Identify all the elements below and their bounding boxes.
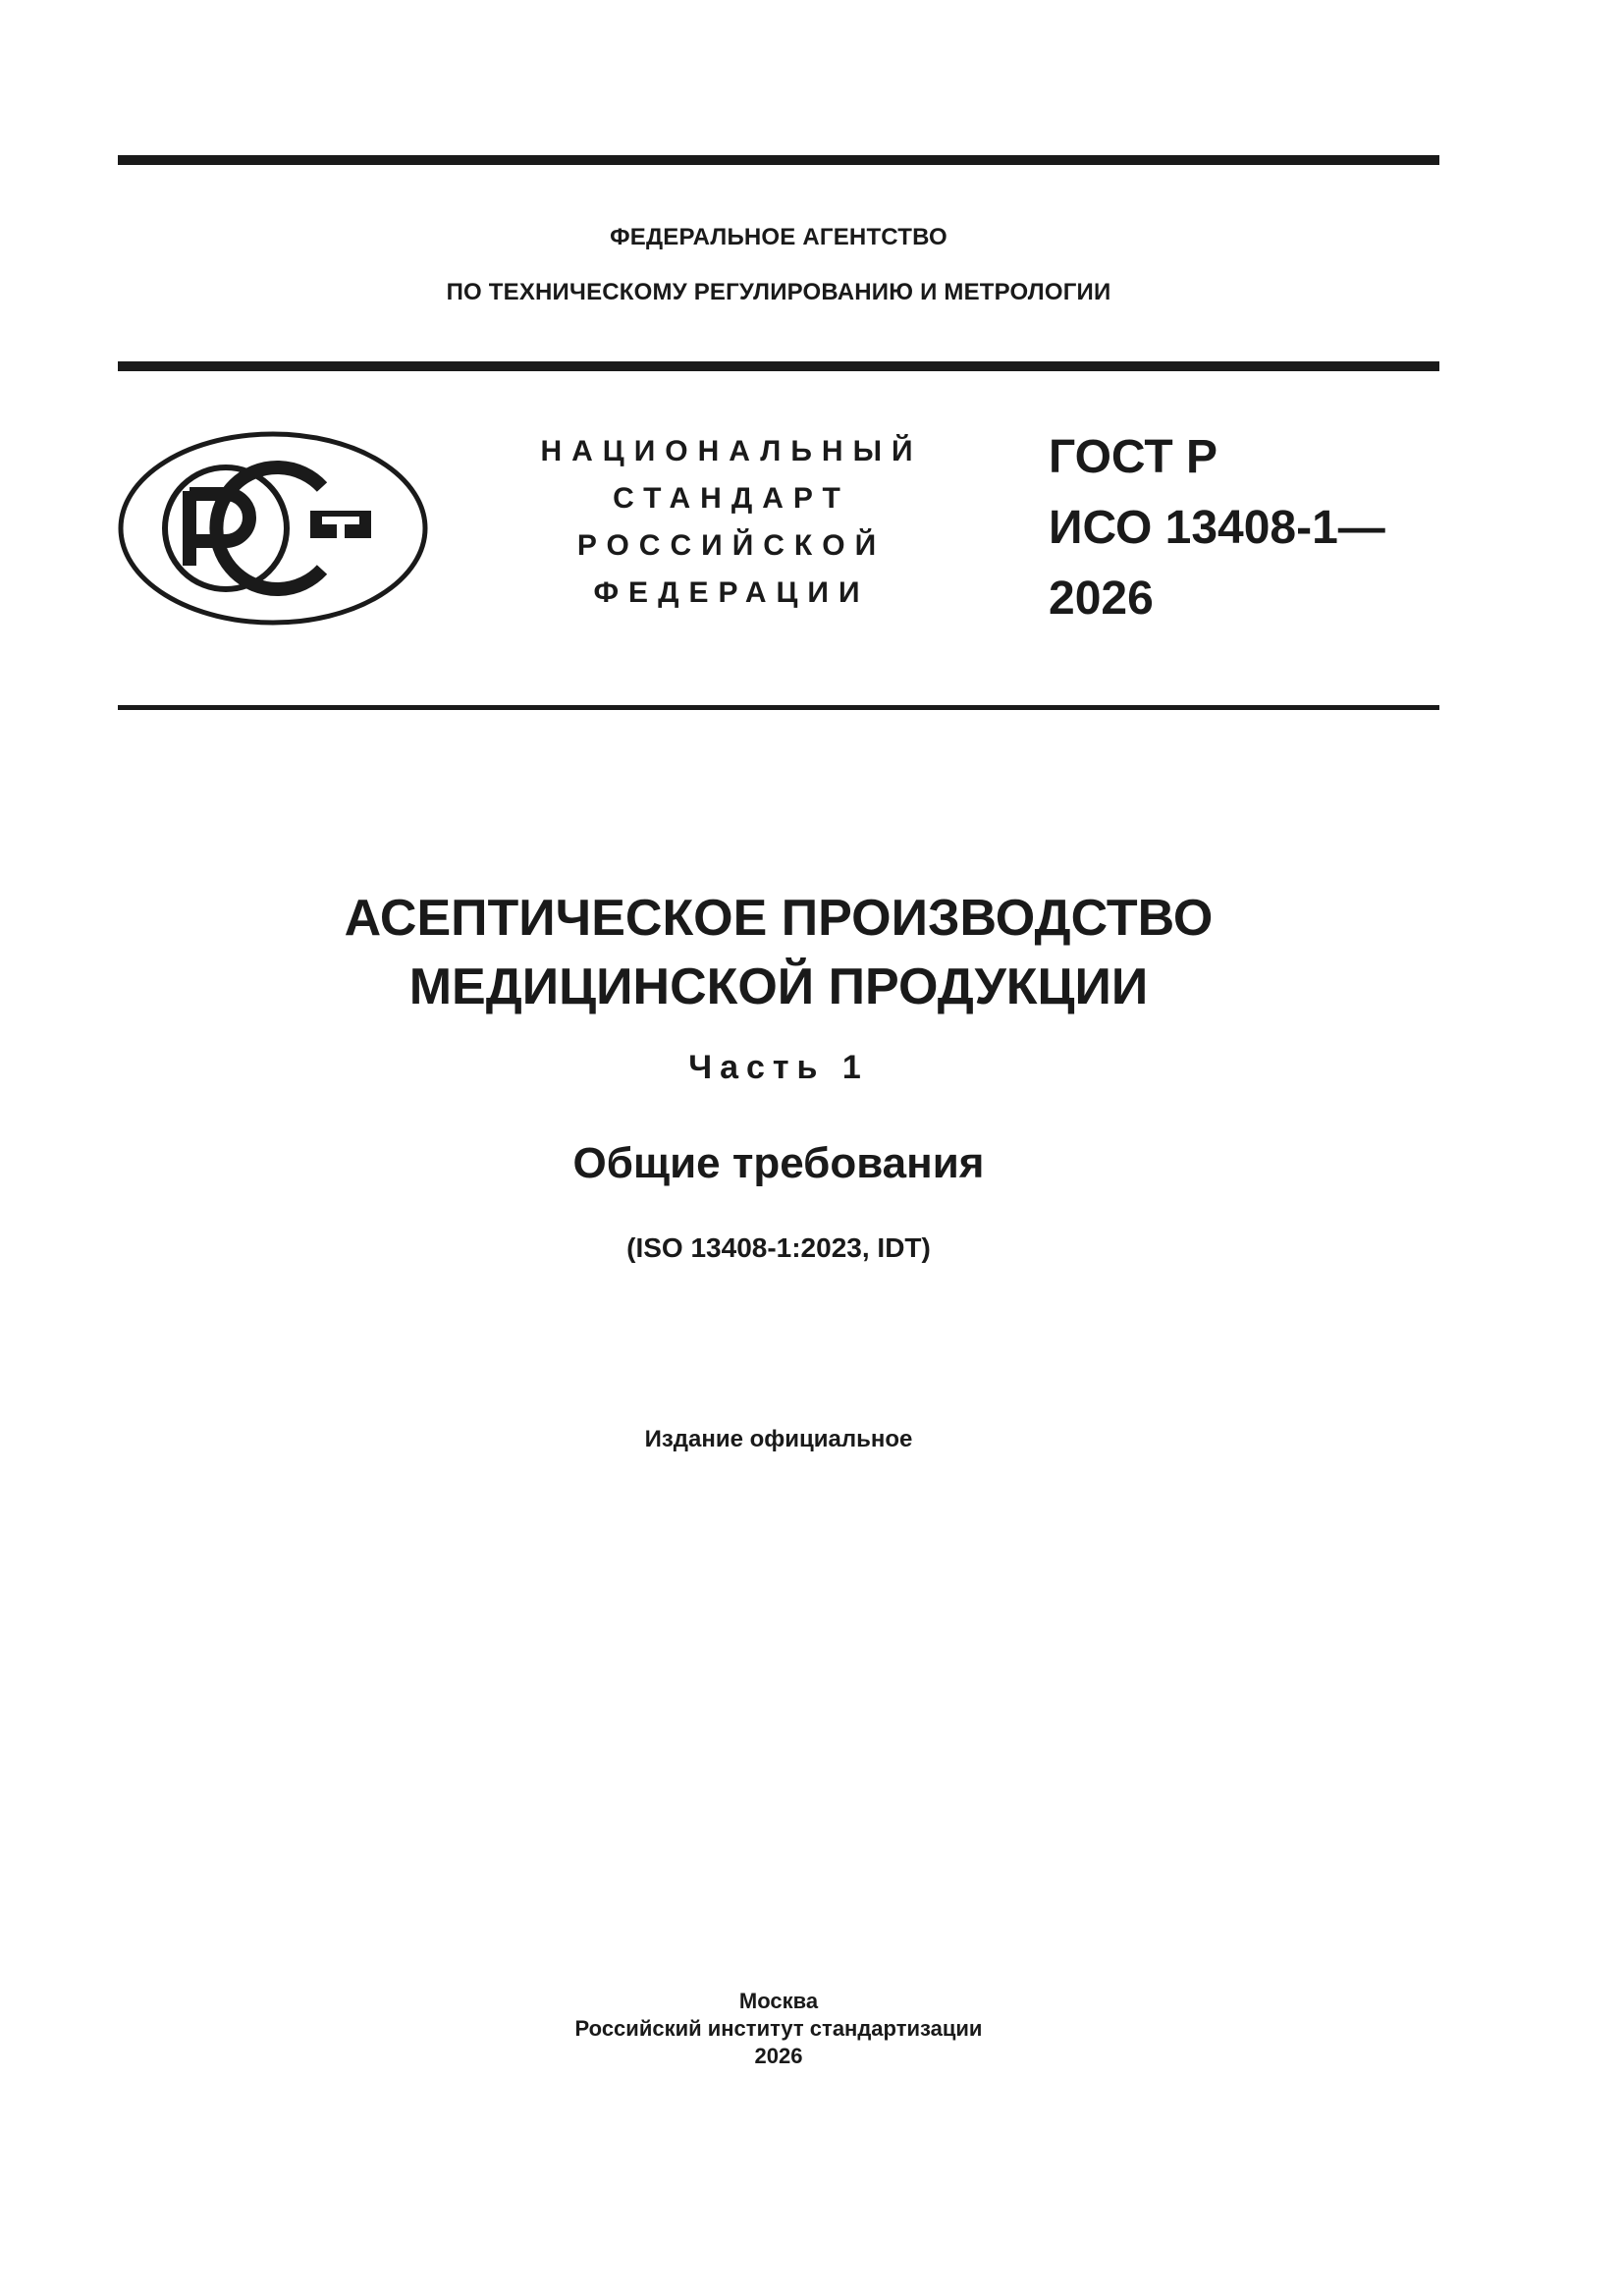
imprint-year: 2026 [754, 2044, 803, 2068]
rst-gost-mark-icon [116, 430, 430, 627]
iso-reference: (ISO 13408-1:2023, IDT) [626, 1232, 931, 1263]
designation-line3: 2026 [1049, 573, 1154, 625]
standard-designation [1049, 422, 1385, 634]
part-label: Часть 1 [688, 1049, 869, 1086]
imprint [0, 1988, 1557, 2070]
imprint-city: Москва [738, 1989, 819, 2013]
header-rule [118, 361, 1439, 371]
document-subtitle: Общие требования [572, 1139, 985, 1187]
national-standard-line3: РОССИЙСКОЙ [576, 529, 887, 562]
national-standard-block [520, 428, 943, 617]
national-standard-line1: НАЦИОНАЛЬНЫЙ [540, 435, 923, 467]
designation-line1: ГОСТ Р [1049, 431, 1218, 483]
document-title [0, 884, 1557, 1021]
national-standard-line2: СТАНДАРТ [613, 482, 850, 515]
masthead-bottom-rule [118, 705, 1439, 710]
agency-name-line2: ПО ТЕХНИЧЕСКОМУ РЕГУЛИРОВАНИЮ И МЕТРОЛОГИИ [446, 279, 1111, 305]
designation-line2: ИСО 13408-1— [1049, 502, 1385, 554]
agency-name-line1: ФЕДЕРАЛЬНОЕ АГЕНТСТВО [610, 224, 947, 250]
title-line2: МЕДИЦИНСКОЙ ПРОДУКЦИИ [408, 958, 1149, 1015]
title-line1: АСЕПТИЧЕСКОЕ ПРОИЗВОДСТВО [344, 890, 1214, 947]
top-rule [118, 155, 1439, 165]
imprint-publisher: Российский институт стандартизации [574, 2016, 983, 2041]
edition-note: Издание официальное [644, 1426, 913, 1452]
national-standard-line4: ФЕДЕРАЦИИ [593, 576, 870, 609]
